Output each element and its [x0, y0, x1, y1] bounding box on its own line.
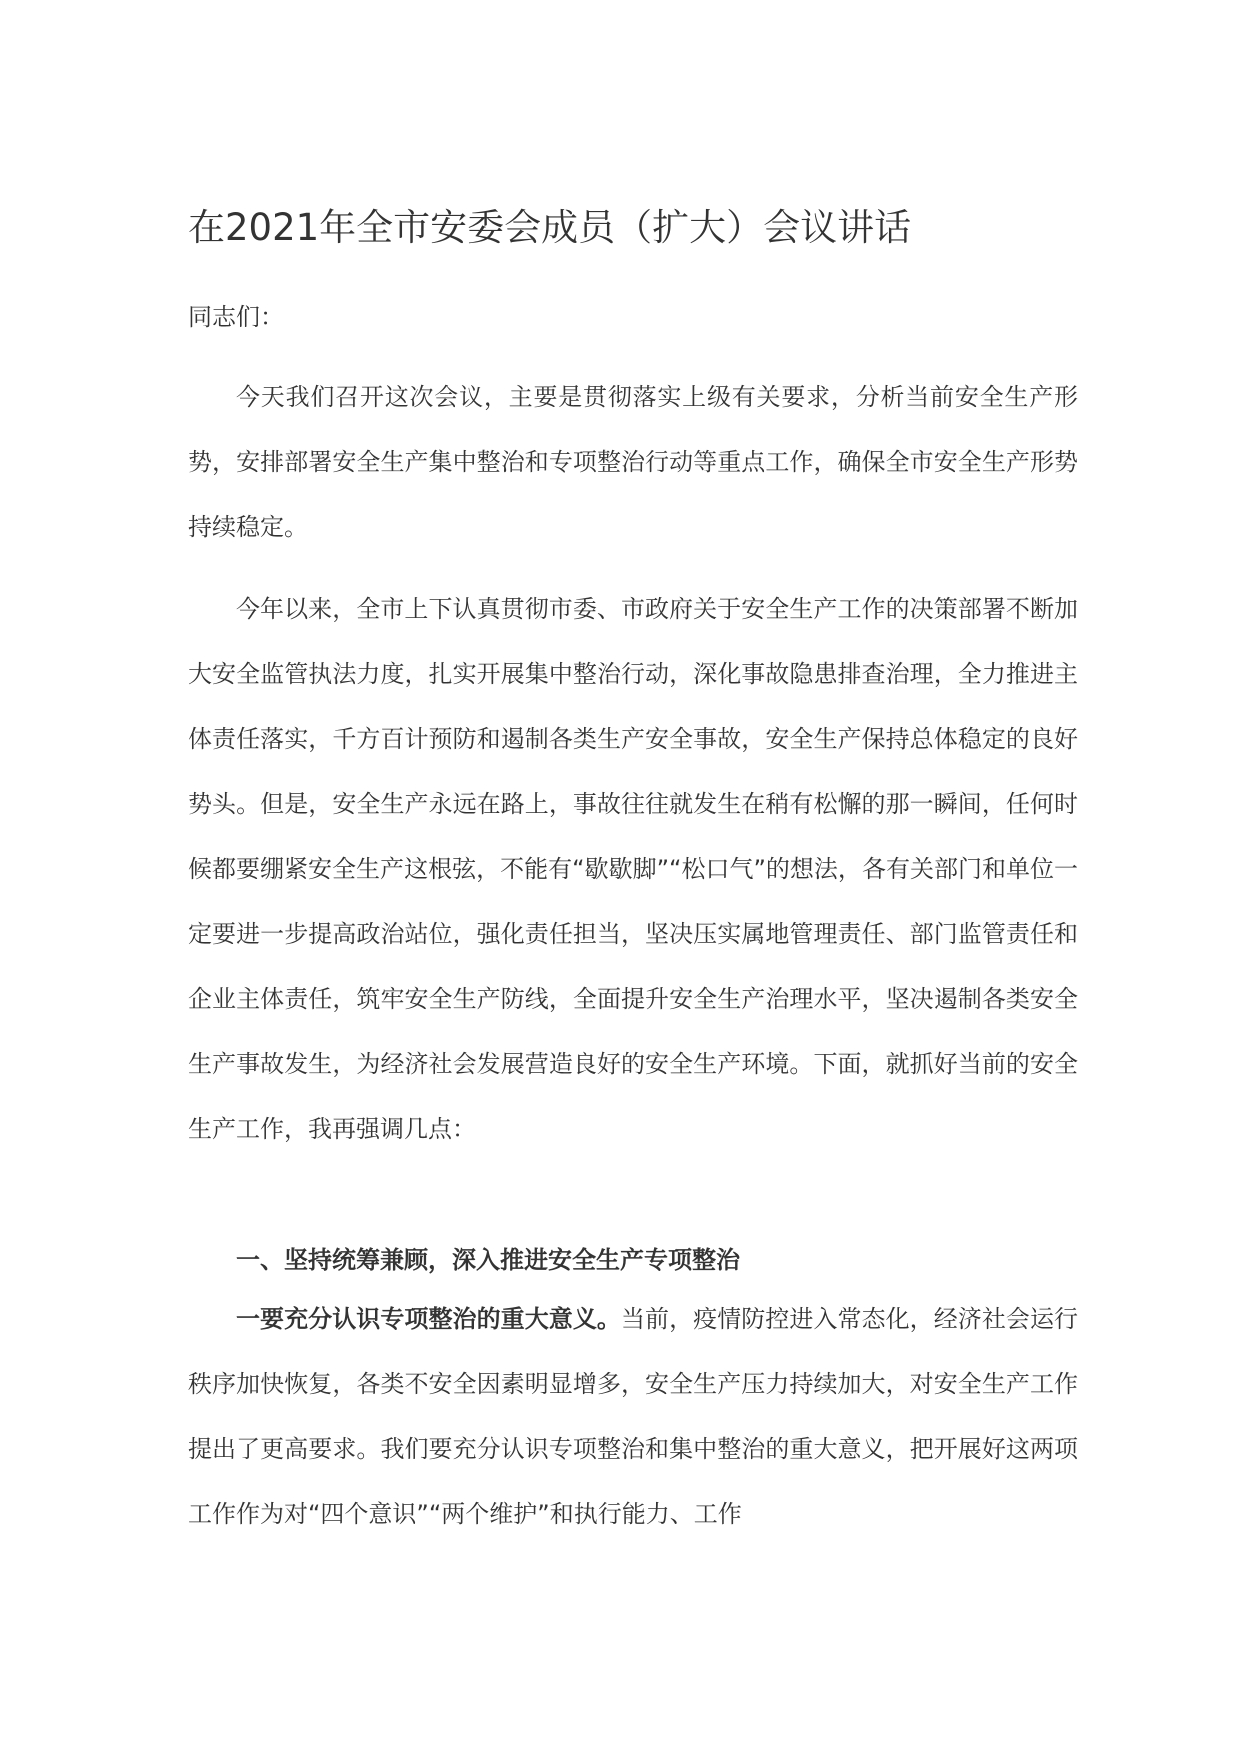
paragraph-3-lead: 一要充分认识专项整治的重大意义。: [236, 1305, 621, 1333]
paragraph-2: 今年以来，全市上下认真贯彻市委、市政府关于安全生产工作的决策部署不断加大安全监管执法力度，扎实开展集中整治行动，深化事故隐患排查治理，全力推进主体责任落实，千方百计预防和遏制各类生产安全事故，安全生产保持总体稳定的良好势头。但是，安全生产永远在路上，事故往往就发生在稍有松懈的那一瞬间，任何时候都要绷紧安全生产这根弦，不能有“歇歇脚”“松口气”的想法，各有关部门和单位一定要进一步提高政治站位，强化责任担当，坚决压实属地管理责任、部门监管责任和企业主体责任，筑牢安全生产防线，全面提升安全生产治理水平，坚决遏制各类安全生产事故发生，为经济社会发展营造良好的安全生产环境。下面，就抓好当前的安全生产工作，我再强调几点：: [188, 595, 1078, 1143]
section-heading-1: 一、坚持统筹兼顾，深入推进安全生产专项整治: [236, 1246, 740, 1274]
paragraph-3-body: 当前，疫情防控进入常态化，经济社会运行秩序加快恢复，各类不安全因素明显增多，安全生产压力持续加大，对安全生产工作提出了更高要求。我们要充分认识专项整治和集中整治的重大意义，把开展好这两项工作作为对“四个意识”“两个维护”和执行能力、工作: [188, 1305, 1079, 1528]
salutation: 同志们：: [188, 303, 284, 331]
document-title: 在2021年全市安委会成员（扩大）会议讲话: [188, 206, 912, 249]
paragraph-3: [188, 1287, 1078, 1547]
paragraph-1: 今天我们召开这次会议，主要是贯彻落实上级有关要求，分析当前安全生产形势，安排部署安全生产集中整治和专项整治行动等重点工作，确保全市安全生产形势持续稳定。: [188, 383, 1078, 541]
